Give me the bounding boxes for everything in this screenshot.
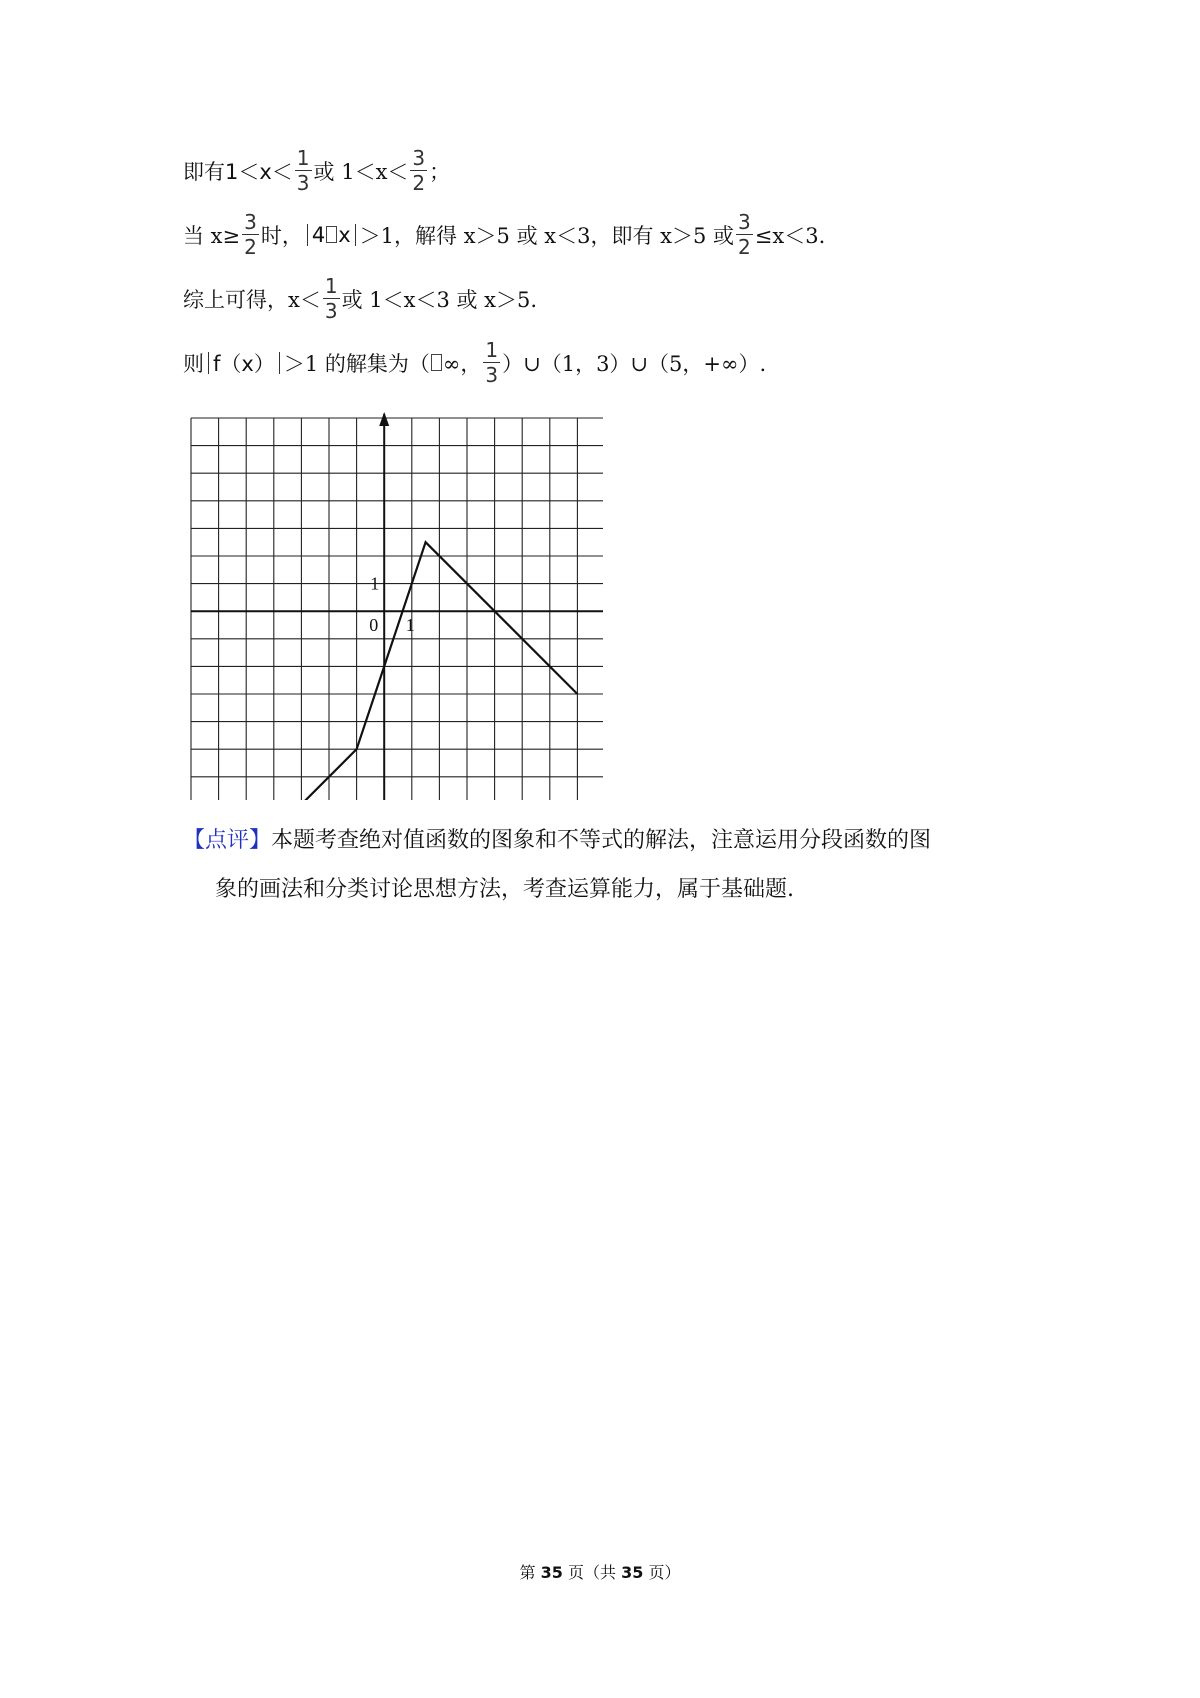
solution-line-3 <box>183 276 537 321</box>
y-axis-arrow-icon <box>379 412 389 426</box>
text: 综上可得，x＜ <box>183 287 321 312</box>
fraction-three-halves <box>736 212 753 257</box>
text: 或 1＜x＜ <box>313 159 409 184</box>
axes <box>191 412 603 800</box>
denominator: 2 <box>738 235 751 259</box>
solution-line-2 <box>183 212 825 257</box>
fraction-one-third <box>295 148 312 193</box>
text: f（x） <box>213 351 275 376</box>
abs-bar <box>355 224 356 246</box>
fraction-three-halves <box>410 148 427 193</box>
footer-text: 页（共 <box>562 1563 622 1582</box>
numerator: 1 <box>324 274 338 298</box>
text: 或 1＜x＜3 或 x＞5. <box>341 287 538 312</box>
text: x <box>338 222 351 247</box>
tick-label-y-1: 1 <box>370 573 380 594</box>
page-footer <box>0 1560 1200 1583</box>
comment-text: 象的画法和分类讨论思想方法，考查运算能力，属于基础题. <box>215 877 794 902</box>
abs-bar <box>208 352 209 374</box>
text: 则 <box>183 351 204 376</box>
numerator: 3 <box>738 210 751 234</box>
text: ≤x＜3. <box>754 223 826 248</box>
missing-glyph-icon <box>431 354 442 371</box>
comment-text: 本题考查绝对值函数的图象和不等式的解法，注意运用分段函数的图 <box>271 828 932 853</box>
footer-text: 页） <box>643 1563 681 1582</box>
numerator: 3 <box>244 210 257 234</box>
origin-label: 0 <box>369 615 379 636</box>
page-number: 35 <box>540 1563 563 1582</box>
numerator: 1 <box>485 338 499 362</box>
function-graph <box>183 410 603 800</box>
text: ∞， <box>442 351 482 376</box>
text: 即有 <box>183 159 225 184</box>
fraction-one-third <box>323 276 340 321</box>
text: ）∪（1，3）∪（5，+∞）. <box>502 351 767 376</box>
abs-bar <box>307 224 308 246</box>
comment-line-1 <box>183 823 931 854</box>
comment-line-2 <box>215 872 794 903</box>
solution-line-4 <box>183 340 766 385</box>
denominator: 2 <box>244 235 257 259</box>
text: 当 x≥ <box>183 223 241 248</box>
text: ＞1，解得 x＞5 或 x＜3，即有 x＞5 或 <box>359 223 735 248</box>
numerator: 3 <box>412 146 426 170</box>
abs-bar <box>279 352 280 374</box>
text: 4 <box>311 222 326 247</box>
fraction-one-third <box>483 340 500 385</box>
text: 1＜x＜ <box>225 159 293 184</box>
tick-label-x-1: 1 <box>405 615 415 636</box>
denominator: 2 <box>412 171 426 195</box>
denominator: 3 <box>296 171 310 195</box>
footer-text: 第 <box>519 1563 541 1582</box>
numerator: 1 <box>296 146 310 170</box>
total-pages: 35 <box>621 1563 644 1582</box>
fraction-three-halves <box>242 212 259 257</box>
text: 时， <box>260 223 303 248</box>
comment-tag: 【点评】 <box>183 828 272 853</box>
denominator: 3 <box>324 299 338 323</box>
grid <box>191 418 603 800</box>
denominator: 3 <box>485 363 499 387</box>
solution-line-1 <box>183 148 450 193</box>
text: ； <box>429 159 451 184</box>
missing-glyph-icon <box>326 226 337 243</box>
text: ＞1 的解集为（ <box>283 351 430 376</box>
